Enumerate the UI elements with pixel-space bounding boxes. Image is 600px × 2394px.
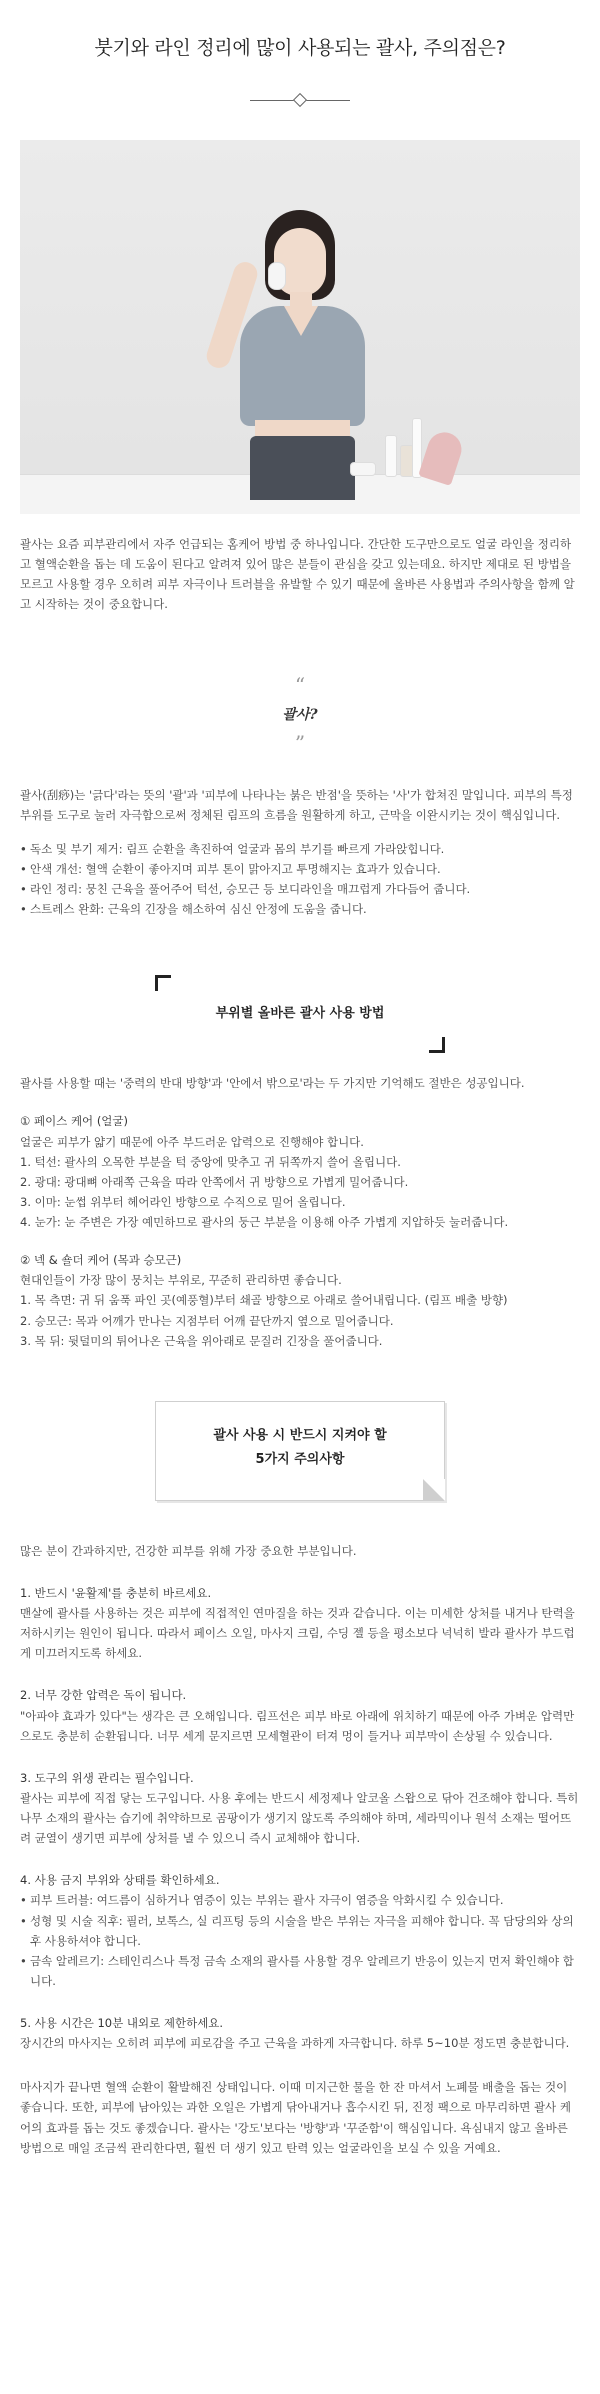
caution-4-title: 4. 사용 금지 부위와 상태를 확인하세요.: [20, 1873, 220, 1888]
caution-2-title: 2. 너무 강한 압력은 독이 됩니다.: [20, 1688, 187, 1703]
list-item: • 피부 트러블: 여드름이 심하거나 염증이 있는 부위는 괄사 자극이 염증을 악화시킬 수 있습니다.: [20, 1890, 580, 1910]
effects-list: [20, 839, 580, 920]
caution-3-title: 3. 도구의 위생 관리는 필수입니다.: [20, 1770, 194, 1785]
definition-paragraph: 괄사(刮痧)는 '긁다'라는 뜻의 '괄'과 '피부에 나타나는 붉은 반점'을 뜻하는 '사'가 합쳐진 말입니다. 피부의 특정 부위를 도구로 눌러 자극함으로써 정체된 림프의 흐름을 원활하게 하고, 근막을 이완시키는 것이 핵심입니다.: [20, 787, 573, 822]
cosmetic-bottle-icon: [385, 435, 397, 477]
hero-photo: [20, 140, 580, 514]
method-lead: 괄사를 사용할 때는 '중력의 반대 방향'과 '안에서 밖으로'라는 두 가지만 기억해도 절반은 성공입니다.: [20, 1076, 525, 1091]
photo-model: [220, 210, 390, 500]
title-divider: [250, 90, 350, 110]
caution-1-title: 1. 반드시 '윤활제'를 충분히 바르세요.: [20, 1585, 212, 1600]
caution-4-list: [20, 1890, 580, 1991]
method-heading-box: [155, 975, 445, 1053]
neck-care-steps: [20, 1290, 580, 1350]
list-item: • 독소 및 부기 제거: 림프 순환을 촉진하여 얼굴과 몸의 부기를 빠르게 가라앉힙니다.: [20, 839, 580, 859]
caution-5-title: 5. 사용 시간은 10분 내외로 제한하세요.: [20, 2016, 224, 2030]
divider-diamond-icon: [293, 93, 307, 107]
list-item: 1. 턱선: 괄사의 오목한 부분을 턱 중앙에 맞추고 귀 뒤쪽까지 쓸어 올립니다.: [20, 1154, 401, 1169]
caution-2-text: "아파야 효과가 있다"는 생각은 큰 오해입니다. 림프선은 피부 바로 아래에 위치하기 때문에 아주 가벼운 압력만으로도 충분히 순환됩니다. 너무 세게 문지르면 모세혈관이 터져 멍이 들거나 피부막이 손상될 수 있습니다.: [20, 1708, 575, 1743]
folded-corner-icon: [423, 1479, 445, 1501]
cautions-heading-box: [155, 1401, 445, 1501]
list-item: • 성형 및 시술 직후: 필러, 보톡스, 실 리프팅 등의 시술을 받은 부위는 자극을 피해야 합니다. 꼭 담당의와 상의 후 사용하셔야 합니다.: [20, 1911, 580, 1951]
neck-care-desc: 현대인들이 가장 많이 뭉치는 부위로, 꾸준히 관리하면 좋습니다.: [20, 1273, 342, 1288]
method-heading: 부위별 올바른 괄사 사용 방법: [215, 1006, 385, 1022]
intro-paragraph: 괄사는 요즘 피부관리에서 자주 언급되는 홈케어 방법 중 하나입니다. 간단한 도구만으로도 얼굴 라인을 정리하고 혈액순환을 돕는 데 도움이 된다고 알려져 있어 많은 분들이 관심을 갖고 있는데요. 하지만 제대로 된 방법을 모르고 사용할 경우 오히려 피부 자극이나 트러블을 유발할 수 있기 때문에 올바른 사용법과 주의사항을 함께 알고 시작하는 것이 중요합니다.: [20, 537, 575, 612]
face-care-desc: 얼굴은 피부가 얇기 때문에 아주 부드러운 압력으로 진행해야 합니다.: [20, 1134, 364, 1149]
definition-heading-block: [0, 672, 600, 771]
cautions-heading-line2: 5가지 주의사항: [255, 1452, 345, 1468]
gua-sha-tool-icon: [268, 262, 286, 290]
list-item: • 라인 정리: 뭉친 근육을 풀어주어 턱선, 승모근 등 보디라인을 매끄럽게 가다듬어 줍니다.: [20, 879, 580, 899]
open-quote-icon: “: [294, 672, 306, 697]
cautions-lead: 많은 분이 간과하지만, 건강한 피부를 위해 가장 중요한 부분입니다.: [20, 1543, 357, 1558]
list-item: 3. 이마: 눈썹 위부터 헤어라인 방향으로 수직으로 밀어 올립니다.: [20, 1194, 346, 1209]
list-item: 3. 목 뒤: 뒷덜미의 튀어나온 근육을 위아래로 문질러 긴장을 풀어줍니다.: [20, 1333, 383, 1348]
neck-care-title: ② 넥 & 숄더 케어 (목과 승모근): [20, 1253, 182, 1268]
caution-3-text: 괄사는 피부에 직접 닿는 도구입니다. 사용 후에는 반드시 세정제나 알코올 스왑으로 닦아 건조해야 합니다. 특히 나무 소재의 괄사는 습기에 취약하므로 곰팡이가 생기지 않도록 주의해야 하며, 세라믹이나 원석 소재는 떨어뜨려 균열이 생기면 피부에 상처를 낼 수 있으니 즉시 교체해야 합니다.: [20, 1790, 579, 1846]
caution-1-text: 맨살에 괄사를 사용하는 것은 피부에 직접적인 연마질을 하는 것과 같습니다. 이는 미세한 상처를 내거나 탄력을 저하시키는 원인이 됩니다. 따라서 페이스 오일, 마사지 크림, 수딩 젤 등을 평소보다 넉넉히 발라 괄사가 부드럽게 미끄러지도록 하세요.: [20, 1606, 575, 1661]
close-quote-icon: ”: [294, 731, 306, 755]
list-item: 1. 목 측면: 귀 뒤 움푹 파인 곳(예풍혈)부터 쇄골 방향으로 아래로 쓸어내립니다. (림프 배출 방향): [20, 1293, 508, 1308]
list-item: 4. 눈가: 눈 주변은 가장 예민하므로 괄사의 둥근 부분을 이용해 아주 가볍게 지압하듯 눌러줍니다.: [20, 1215, 509, 1229]
list-item: 2. 광대: 광대뼈 아래쪽 근육을 따라 안쪽에서 귀 방향으로 가볍게 밀어줍니다.: [20, 1174, 409, 1189]
list-item: • 금속 알레르기: 스테인리스나 특정 금속 소재의 괄사를 사용할 경우 알레르기 반응이 있는지 먼저 확인해야 합니다.: [20, 1951, 580, 1991]
cautions-heading-line1: 괄사 사용 시 반드시 지켜야 할: [213, 1427, 387, 1443]
face-care-steps: [20, 1152, 580, 1233]
definition-heading: 괄사?: [282, 706, 318, 723]
list-item: 2. 승모근: 목과 어깨가 만나는 지점부터 어깨 끝단까지 옆으로 밀어줍니다.: [20, 1313, 394, 1328]
caution-5-text: 장시간의 마사지는 오히려 피부에 피로감을 주고 근육을 과하게 자극합니다. 하루 5~10분 정도면 충분합니다.: [20, 2036, 570, 2051]
bracket-corner-icon: [155, 975, 171, 991]
bracket-corner-icon: [429, 1037, 445, 1053]
face-care-title: ① 페이스 케어 (얼굴): [20, 1114, 129, 1129]
closing-paragraph: 마사지가 끝나면 혈액 순환이 활발해진 상태입니다. 이때 미지근한 물을 한 잔 마셔서 노폐물 배출을 돕는 것이 좋습니다. 또한, 피부에 남아있는 과한 오일은 가볍게 닦아내거나 흡수시킨 뒤, 진정 팩으로 마무리하면 괄사 케어의 효과를 돕는 것도 좋겠습니다. 괄사는 '강도'보다는 '방향'과 '꾸준함'이 핵심입니다. 욕심내지 않고 올바른 방법으로 매일 조금씩 관리한다면, 훨씬 더 생기 있고 탄력 있는 얼굴라인을 보실 수 있을 거예요.: [20, 2080, 571, 2155]
article-title: 붓기와 라인 정리에 많이 사용되는 괄사, 주의점은?: [94, 37, 506, 59]
cosmetic-jar-icon: [350, 462, 376, 476]
list-item: • 스트레스 완화: 근육의 긴장을 해소하여 심신 안정에 도움을 줍니다.: [20, 899, 580, 919]
list-item: • 안색 개선: 혈액 순환이 좋아지며 피부 톤이 맑아지고 투명해지는 효과가 있습니다.: [20, 859, 580, 879]
